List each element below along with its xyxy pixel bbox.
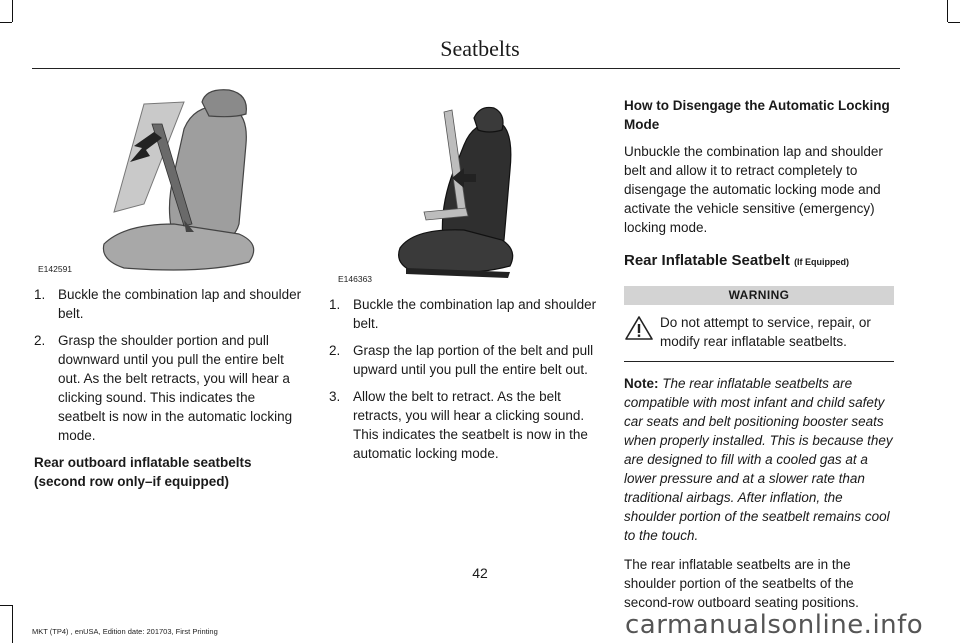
column-1	[34, 285, 306, 491]
step-number: 2.	[329, 343, 341, 358]
header-rule	[32, 68, 900, 69]
list-item	[34, 285, 306, 323]
crop-mark	[947, 0, 948, 22]
steps-list	[329, 295, 601, 463]
subheading: Rear outboard inflatable seatbelts (second row only–if equipped)	[34, 455, 252, 489]
step-text: Grasp the lap portion of the belt and pull upward until you pull the entire belt out.	[353, 343, 594, 377]
step-text: Buckle the combination lap and shoulder belt.	[353, 297, 597, 331]
watermark: carmanualsonline.info	[625, 610, 924, 640]
column-2	[329, 295, 601, 471]
step-number: 1.	[329, 297, 341, 312]
heading-text: Rear Inflatable Seatbelt	[624, 252, 790, 269]
crop-mark	[948, 22, 960, 23]
section-heading: How to Disengage the Automatic Locking Mode	[624, 98, 890, 132]
figure-code: E146363	[338, 274, 373, 284]
section-heading-2	[624, 251, 894, 272]
step-number: 3.	[329, 389, 341, 404]
crop-mark	[12, 0, 13, 22]
paragraph: Unbuckle the combination lap and shoulder belt and allow it to retract completely to disengage the automatic locking mode and activate the vehicle sensitive (emergency) locking mode.	[624, 144, 883, 235]
page-number: 42	[472, 565, 488, 581]
step-number: 2.	[34, 333, 46, 348]
seat-illustration-1	[34, 84, 306, 276]
crop-mark	[0, 22, 12, 23]
step-number: 1.	[34, 287, 46, 302]
list-item	[34, 331, 306, 445]
warning-box	[624, 313, 894, 351]
note	[624, 374, 894, 545]
steps-list	[34, 285, 306, 445]
note-label: Note:	[624, 376, 659, 391]
note-text: The rear inflatable seatbelts are compatible with most infant and child safety car seats and belt positioning booster seats when properly installed. This is because they are designed to fill with a cooled gas at a lower pressure and at a slower rate than traditional airbags. After inflation, the shoulder portion of the seatbelt remains cool to the touch.	[624, 376, 893, 543]
figure-code: E142591	[38, 264, 73, 274]
crop-mark	[0, 605, 12, 606]
column-3	[624, 96, 894, 612]
warning-label: WARNING	[624, 286, 894, 305]
list-item	[329, 341, 601, 379]
list-item	[329, 295, 601, 333]
warning-icon	[624, 315, 654, 341]
step-text: Allow the belt to retract. As the belt retracts, you will hear a clicking sound. This indicates the seatbelt is now in the automatic locking mode.	[353, 389, 588, 461]
list-item	[329, 387, 601, 463]
seat-illustration-2	[334, 100, 604, 286]
heading-suffix: (If Equipped)	[794, 257, 850, 267]
crop-mark	[12, 605, 13, 643]
page-title: Seatbelts	[440, 36, 520, 61]
paragraph: The rear inflatable seatbelts are in the shoulder portion of the seatbelts of the second-row outboard seating positions.	[624, 557, 859, 610]
figure-shoulder-belt	[34, 84, 306, 276]
step-text: Buckle the combination lap and shoulder belt.	[58, 287, 302, 321]
figure-lap-belt	[334, 100, 604, 286]
warning-rule	[624, 361, 894, 362]
step-text: Grasp the shoulder portion and pull downward until you pull the entire belt out. As the belt retracts, you will hear a clicking sound. This indicates the seatbelt is now in the automatic locking mode.	[58, 333, 293, 443]
warning-text: Do not attempt to service, repair, or modify rear inflatable seatbelts.	[660, 315, 871, 349]
footer-info: MKT (TP4) , enUSA, Edition date: 201703, First Printing	[32, 627, 218, 636]
